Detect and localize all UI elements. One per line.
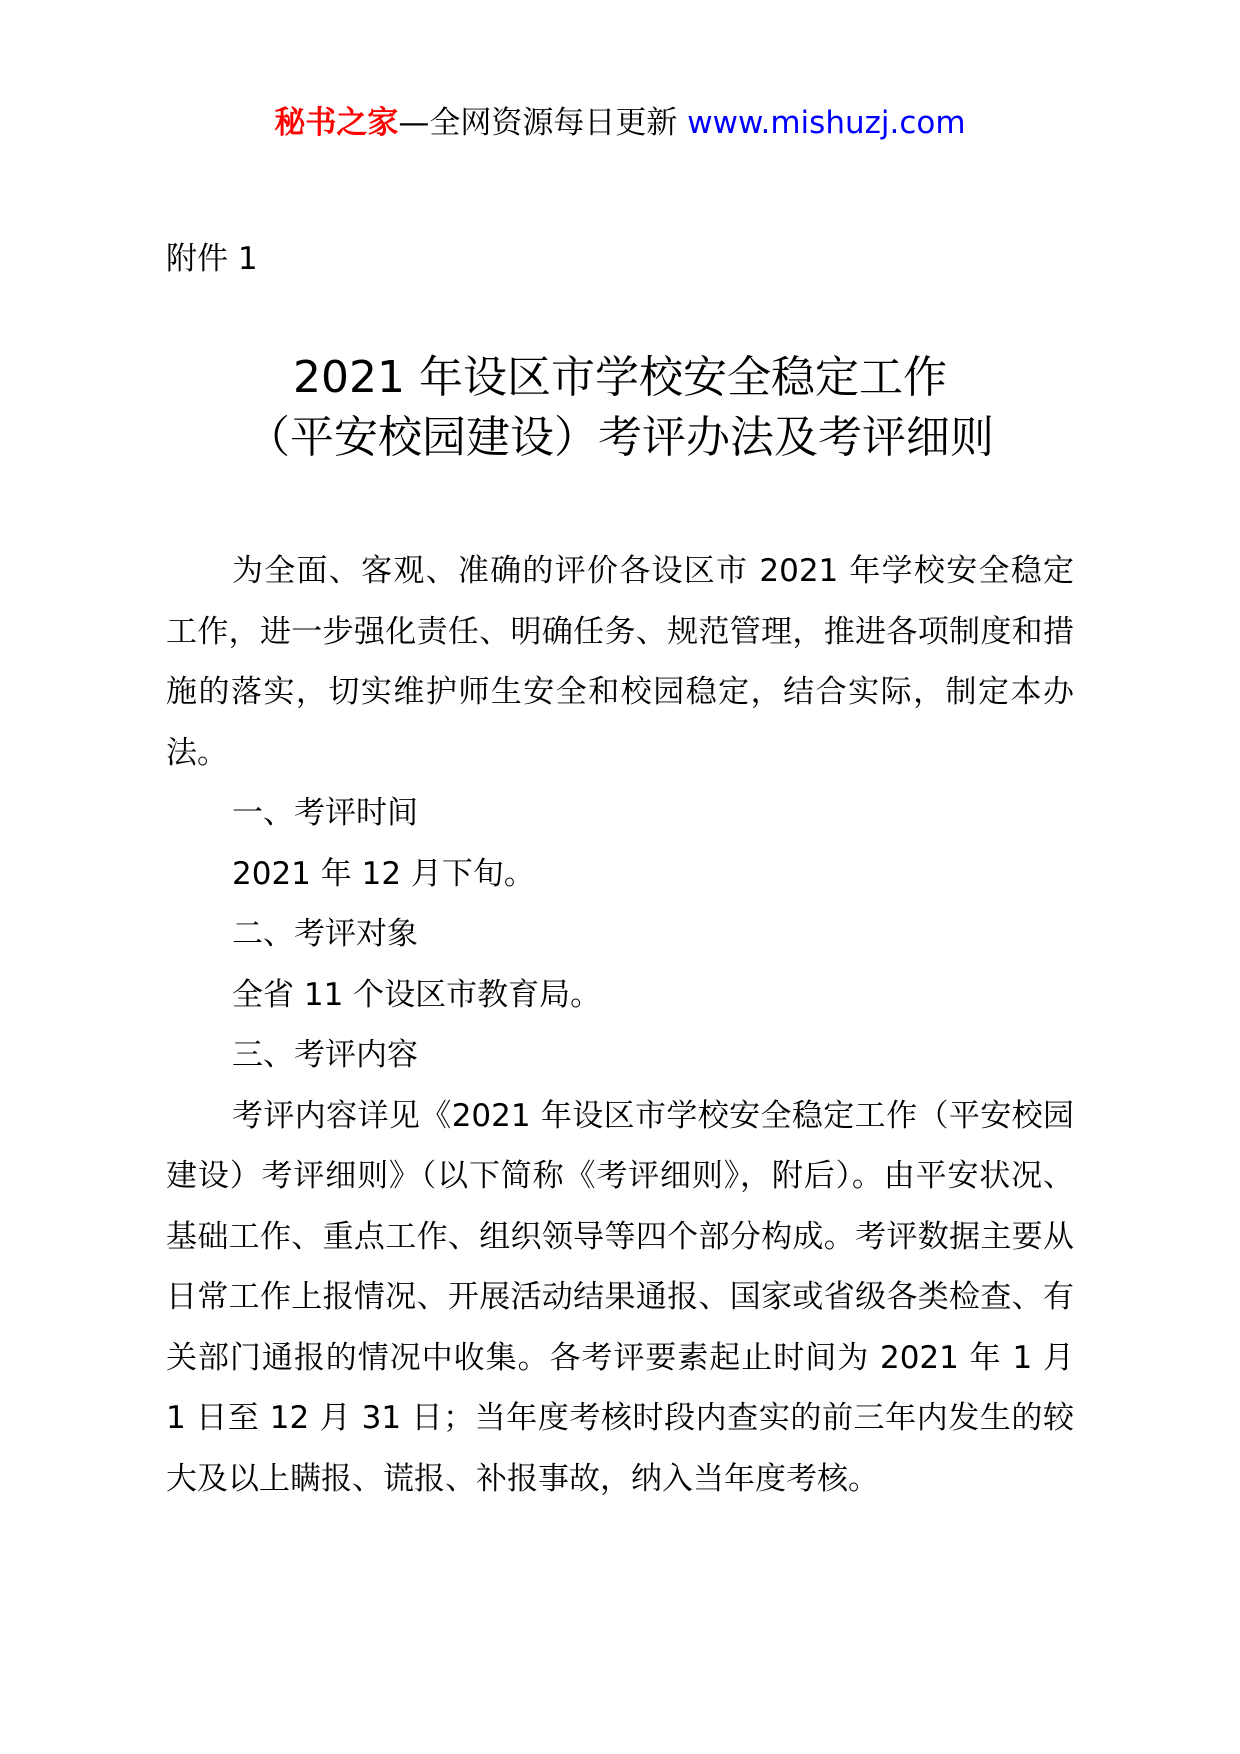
- site-tagline: —全网资源每日更新: [398, 105, 678, 141]
- document-title: [0, 348, 1240, 468]
- site-header: [0, 98, 1240, 148]
- site-url-link[interactable]: www.mishuzj.com: [687, 105, 966, 141]
- title-line-2: （平安校园建设）考评办法及考评细则: [246, 412, 994, 463]
- section-heading-content: 三、考评内容: [232, 1037, 418, 1073]
- section-heading-time: 一、考评时间: [232, 795, 418, 831]
- section-text-content: 考评内容详见《2021 年设区市学校安全稳定工作（平安校园建设）考评细则》（以下简称《考评细则》，附后）。由平安状况、基础工作、重点工作、组织领导等四个部分构成。考评数据主要从日常工作上报情况、开展活动结果通报、国家或省级各类检查、有关部门通报的情况中收集。各考评要素起止时间为 2021 年 1 月 1 日至 12 月 31 日；当年度考核时段内查实的前三年内发生的较大及以上瞒报、谎报、补报事故，纳入当年度考核。: [166, 1097, 1074, 1497]
- section-text-target: 全省 11 个设区市教育局。: [232, 976, 602, 1013]
- attachment-label: 附件 1: [166, 241, 258, 277]
- title-line-1: 2021 年设区市学校安全稳定工作: [293, 352, 947, 403]
- site-brand: 秘书之家: [274, 105, 399, 141]
- section-text-time: 2021 年 12 月下旬。: [232, 855, 535, 892]
- section-heading-target: 二、考评对象: [232, 916, 418, 952]
- document-body: [166, 541, 1074, 1509]
- intro-paragraph: 为全面、客观、准确的评价各设区市 2021 年学校安全稳定工作，进一步强化责任、明确任务、规范管理，推进各项制度和措施的落实，切实维护师生安全和校园稳定，结合实际，制定本办法。: [166, 553, 1074, 771]
